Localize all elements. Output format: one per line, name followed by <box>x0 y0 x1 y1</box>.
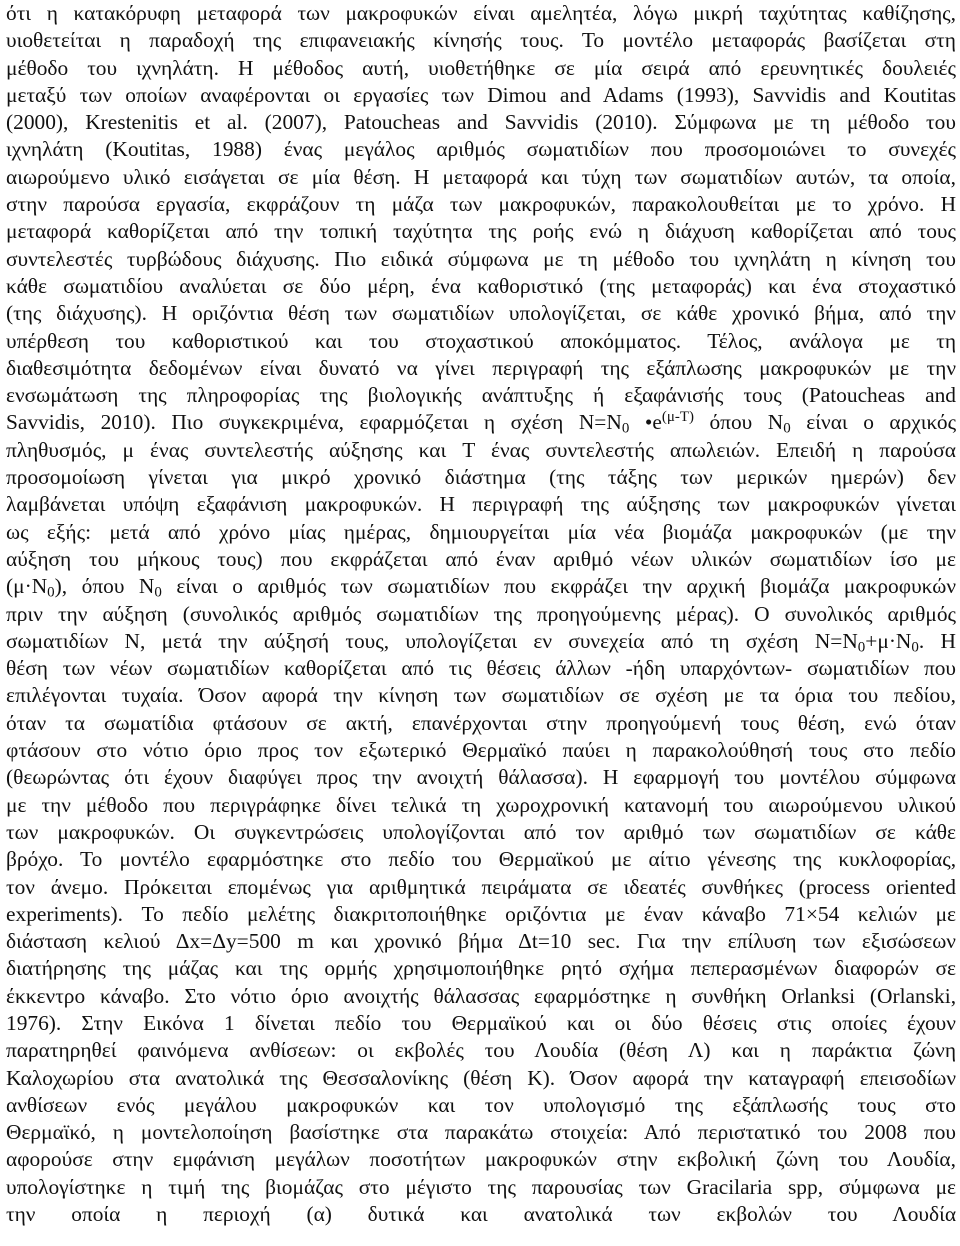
paragraph-line <box>6 819 956 846</box>
paragraph-line <box>6 901 956 928</box>
line-text: (θεωρώντας ότι έχουν διαφύγει προς την ανοιχτή θάλασσα). Η εφαρμογή του μοντέλου σύμφωνα <box>6 765 956 790</box>
line-text: κάθε σωματιδίου αναλύεται σε δύο μέρη, ένα καθοριστικό (της μεταφοράς) και ένα στοχαστικό <box>6 273 956 298</box>
paragraph-line <box>6 273 956 300</box>
line-text: ανθίσεων ενός μεγάλου μακροφυκών και τον υπολογισμό της εξάπλωσής τους στο <box>6 1092 956 1117</box>
paragraph-line <box>6 328 956 355</box>
times-symbol: × <box>805 901 818 926</box>
line-text: (2000), Krestenitis et al. (2007), Patoucheas and Savvidis (2010). Σύμφωνα με τη μέθοδο του <box>6 110 956 135</box>
paragraph-line <box>6 928 956 955</box>
paragraph-line <box>6 983 956 1010</box>
paragraph-line <box>6 601 956 628</box>
paragraph-line <box>6 955 956 982</box>
line-text: διατήρησης της μάζας και της ορμής χρησιμοποιήθηκε ρητό σχήμα πεπερασμένων διαφορών σε <box>6 956 956 981</box>
line-text: παρατηρηθεί φαινόμενα ανθίσεων: οι εκβολές του Λουδία (θέση Λ) και η παράκτια ζώνη <box>6 1038 956 1063</box>
line-text: με την μέθοδο που περιγράφηκε δίνει τελικά τη χωροχρονική κατανομή του αιωρούμενου υλικού <box>6 792 956 817</box>
line-text: τον άνεμο. Πρόκειται επομένως για αριθμητικά πειράματα σε ιδεατές συνθήκες (process oriented <box>6 874 956 899</box>
paragraph-line <box>6 628 956 655</box>
paragraph-line <box>6 682 956 709</box>
paragraph-line <box>6 1201 956 1228</box>
line-text: επιλέγονται τυχαία. Όσον αφορά την κίνηση των σωματιδίων σε σχέση με τα όρια του πεδίου, <box>6 683 956 708</box>
line-text: πληθυσμός, μ ένας συντελεστής αύξησης και T ένας συντελεστής απωλειών. Επειδή η παρούσα <box>6 437 956 462</box>
line-text: experiments). Το πεδίο μελέτης διακριτοποιήθηκε οριζόντια με έναν κάναβο 71 <box>6 901 806 926</box>
line-text: ότι η κατακόρυφη μεταφορά των μακροφυκών είναι αμελητέα, λόγω μικρή ταχύτητας καθίζησης, <box>6 1 956 25</box>
line-text: μεταξύ των οποίων αναφέρονται οι εργασίες των Dimou and Adams (1993), Savvidis and Koutitas <box>6 82 956 107</box>
superscript: (μ-T) <box>661 409 694 426</box>
line-text: υπέρθεση του καθοριστικού και του στοχαστικού αποκόμματος. Τέλος, ανάλογα με τη <box>6 328 956 353</box>
line-text: προσομοίωση γίνεται για μικρό χρονικό διάστημα (της τάξης των μερικών ημερών) δεν <box>6 465 956 490</box>
paragraph-line <box>6 1065 956 1092</box>
line-text: 1976). Στην Εικόνα 1 δίνεται πεδίο του Θερμαϊκού και οι δύο θέσεις στις οποίες έχουν <box>6 1010 956 1035</box>
line-text: αφορούσε στην εμφάνιση μεγάλων ποσοτήτων μακροφυκών στην εκβολική ζώνη του Λουδία, <box>6 1147 956 1172</box>
text-run: +μ·N <box>865 628 912 653</box>
paragraph-line <box>6 764 956 791</box>
subscript: 0 <box>911 639 919 656</box>
paragraph-line <box>6 710 956 737</box>
paragraph-line <box>6 491 956 518</box>
paragraph-line <box>6 1146 956 1173</box>
paragraph-line <box>6 382 956 409</box>
subscript: 0 <box>621 421 630 437</box>
line-text: υιοθετείται η παραδοχή της επιφανειακής κίνησής τους. Το μοντέλο μεταφοράς βασίζεται στη <box>6 28 956 53</box>
line-text: διάσταση κελιού Δx=Δy=500 m και χρονικό βήμα Δt=10 sec. Για την επίλυση των εξισώσεων <box>6 929 956 954</box>
paragraph-line <box>6 655 956 682</box>
line-text: αιωρούμενο υλικό εισάγεται σε μία θέση. Η μεταφορά και τύχη των σωματιδίων αυτών, τα οποία, <box>6 164 956 189</box>
paragraph-line <box>6 82 956 109</box>
text-run: όπου N <box>693 410 784 435</box>
paragraph-line <box>6 792 956 819</box>
line-text: μεταφορά καθορίζεται από την τοπική ταχύτητα της ροής ενώ η διάχυση καθορίζεται από τους <box>6 219 956 244</box>
line-text: Καλοχωρίου στα ανατολικά της Θεσσαλονίκης (θέση Κ). Όσον αφορά την καταγραφή επεισοδίων <box>6 1065 956 1090</box>
paragraph-line <box>6 437 956 464</box>
line-text: θέση των νέων σωματιδίων καθορίζεται από τις θέσεις άλλων -ήδη υπαρχόντων- σωματιδίων που <box>6 656 956 681</box>
line-text: ως εξής: μετά από χρόνο μίας ημέρας, δημιουργείται μία νέα βιομάζα μακροφυκών (με την <box>6 519 956 544</box>
line-text: στην παρούσα εργασία, εκφράζουν τη μάζα των μακροφυκών, παρακολουθείται με το χρόνο. Η <box>6 192 956 217</box>
text-run: . Η <box>918 628 956 653</box>
paragraph-line <box>6 546 956 573</box>
text-run: ), όπου N <box>54 574 155 599</box>
paragraph-line <box>6 1037 956 1064</box>
subscript: 0 <box>47 584 55 601</box>
text-run: •e <box>629 410 662 435</box>
line-text: (μ·N <box>6 574 48 599</box>
paragraph-line <box>6 300 956 327</box>
paragraph-line <box>6 191 956 218</box>
paragraph-line <box>6 464 956 491</box>
paragraph-line <box>6 1119 956 1146</box>
line-text: φτάσουν στο νότιο όριο προς τον εξωτερικό Θερμαϊκό παύει η παρακολούθησή τους στο πεδίο <box>6 738 956 763</box>
text-run: είναι ο αριθμός των σωματιδίων που εκφράζει την αρχική βιομάζα μακροφυκών <box>161 574 956 599</box>
subscript: 0 <box>857 639 866 656</box>
paragraph-line <box>6 218 956 245</box>
paragraph-line <box>6 246 956 273</box>
line-text: ενσωμάτωση της πληροφορίας της βιολογικής ανάπτυξης ή εξαφάνισής τους (Patoucheas and <box>6 383 956 408</box>
line-text: βρόχο. Το μοντέλο εφαρμόστηκε στο πεδίο του Θερμαϊκού με αίτιο γένεσης της κυκλοφορίας, <box>6 847 956 872</box>
text-run: 54 κελιών με <box>817 901 956 926</box>
paragraph-line <box>6 1010 956 1037</box>
line-text: την οποία η περιοχή (α) δυτικά και ανατολικά των εκβολών του Λουδία <box>6 1202 956 1227</box>
paragraph-line <box>6 573 956 600</box>
line-text: των μακροφυκών. Οι συγκεντρώσεις υπολογίζονται από τον αριθμό των σωματιδίων σε κάθε <box>6 819 956 844</box>
line-text: λαμβάνεται υπόψη εξαφάνιση μακροφυκών. Η περιγραφή της αύξησης των μακροφυκών γίνεται <box>6 492 956 517</box>
paragraph-line <box>6 55 956 82</box>
line-text: υπολογίστηκε η τιμή της βιομάζας στο μέγιστο της παρουσίας των Gracilaria spp, σύμφωνα με <box>6 1174 956 1199</box>
paragraph-line <box>6 1174 956 1201</box>
line-text: σωματιδίων N, μετά την αύξησή τους, υπολογίζεται εν συνεχεία από τη σχέση N=N <box>6 628 858 653</box>
subscript: 0 <box>154 584 162 601</box>
paragraph-line <box>6 519 956 546</box>
line-text: Θερμαϊκό, η μοντελοποίηση βασίστηκε στα παρακάτω στοιχεία: Από περιστατικό του 2008 που <box>6 1120 956 1145</box>
line-text: αύξηση του μήκους τους) που εκφράζεται από έναν αριθμό νέων υλικών σωματιδίων ίσο με <box>6 546 956 571</box>
paragraph-line <box>6 136 956 163</box>
line-text: όταν τα σωματίδια φτάσουν σε ακτή, επανέρχονται στην προηγούμενή τους θέση, ενώ όταν <box>6 710 956 735</box>
paragraph-line <box>6 164 956 191</box>
paragraph-line <box>6 737 956 764</box>
line-text: Savvidis, 2010). Πιο συγκεκριμένα, εφαρμόζεται η σχέση N=N <box>6 410 622 435</box>
paragraph-line <box>6 874 956 901</box>
subscript: 0 <box>783 421 791 437</box>
text-run: είναι ο αρχικός <box>790 410 956 435</box>
line-text: ιχνηλάτη (Koutitas, 1988) ένας μεγάλος αριθμός σωματιδίων που προσομοιώνει το συνεχές <box>6 137 956 162</box>
line-text: (της διάχυσης). Η οριζόντια θέση των σωματιδίων υπολογίζεται, σε κάθε χρονικό βήμα, από την <box>6 301 956 326</box>
paragraph-line <box>6 409 956 436</box>
line-text: μέθοδο του ιχνηλάτη. Η μέθοδος αυτή, υιοθετήθηκε σε μία σειρά από ερευνητικές δουλειές <box>6 55 956 80</box>
paragraph-line <box>6 355 956 382</box>
line-text: πριν την αύξηση (συνολικός αριθμός σωματιδίων της προηγούμενης μέρας). Ο συνολικός αριθμός <box>6 601 956 626</box>
paragraph-line <box>6 846 956 873</box>
paragraph-line <box>6 27 956 54</box>
line-text: έκκεντρο κάναβο. Στο νότιο όριο ανοιχτής θάλασσας εφαρμόστηκε η συνθήκη Orlanksi (Orlanski, <box>6 983 956 1008</box>
paragraph-line <box>6 1092 956 1119</box>
paragraph-line <box>6 109 956 136</box>
line-text: συντελεστές τυρβώδους διάχυσης. Πιο ειδικά σύμφωνα με τη μέθοδο του ιχνηλάτη η κίνηση του <box>6 246 956 271</box>
line-text: διαθεσιμότητα δεδομένων είναι δυνατό να γίνει περιγραφή της εξάπλωσης μακροφυκών με την <box>6 355 956 380</box>
paragraph-line <box>6 0 956 27</box>
